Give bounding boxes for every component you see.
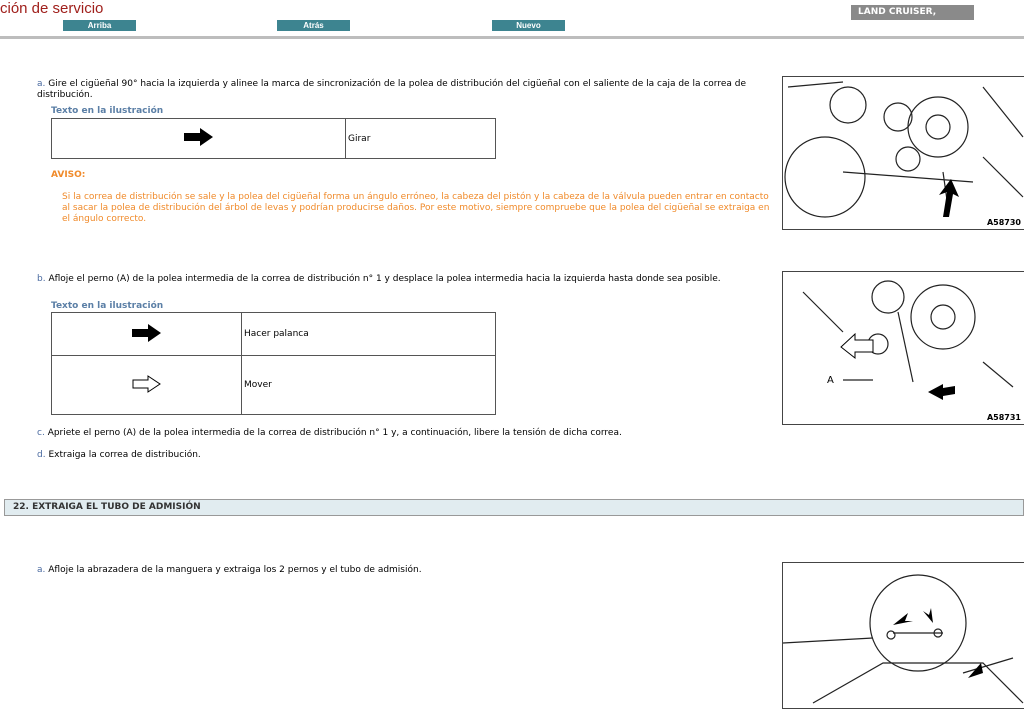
table-row: Mover	[52, 356, 496, 415]
nav-up-button[interactable]: Arriba	[63, 20, 136, 31]
solid-arrow-icon	[52, 119, 346, 159]
illustration-intake-pipe	[782, 562, 1024, 709]
step-a: a. Gire el cigüeñal 90° hacia la izquierda y alinee la marca de sincronización de la polea de distribución del cigüeñal con el saliente de la caja de la correa de distribución.	[37, 79, 746, 100]
step-22a: a. Afloje la abrazadera de la manguera y extraiga los 2 pernos y el tubo de admisión.	[37, 565, 422, 575]
illustration-caption: Texto en la ilustración	[51, 106, 164, 116]
illustration-table	[51, 312, 496, 415]
page-title: ción de servicio	[0, 0, 104, 17]
figure-label-a: A	[827, 375, 834, 386]
figure-id: A58730	[986, 218, 1021, 227]
solid-arrow-icon	[52, 313, 242, 356]
illustration-caption: Texto en la ilustración	[51, 301, 164, 311]
header-divider	[0, 36, 1024, 39]
table-row: Girar	[52, 119, 496, 159]
illustration-table	[51, 118, 496, 159]
section-header-22: 22. EXTRAIGA EL TUBO DE ADMISIÓN	[4, 499, 1024, 516]
step-c: c. Apriete el perno (A) de la polea intermedia de la correa de distribución n° 1 y, a continuación, libere la tensión de dicha correa.	[37, 428, 622, 438]
warning-text: Si la correa de distribución se sale y la polea del cigüeñal forma un ángulo erróneo, la cabeza del pistón y la cabeza de la válvula pueden entrar en contacto al sacar la polea de distribución del árbol de levas y podrían producirse daños. Por este motivo, siempre compruebe que la polea del cigüeñal se extraiga en el ángulo correcto.	[62, 192, 770, 224]
step-b: b. Afloje el perno (A) de la polea intermedia de la correa de distribución n° 1 y desplace la polea intermedia hacia la izquierda hasta donde sea posible.	[37, 274, 721, 284]
step-d: d. Extraiga la correa de distribución.	[37, 450, 201, 460]
figure-id: A58731	[986, 413, 1021, 422]
model-badge: LAND CRUISER,	[851, 5, 974, 20]
nav-new-button[interactable]: Nuevo	[492, 20, 565, 31]
nav-back-button[interactable]: Atrás	[277, 20, 350, 31]
illustration-a58730	[782, 76, 1024, 230]
illustration-a58731	[782, 271, 1024, 425]
outline-arrow-icon	[52, 356, 242, 415]
warning-title: AVISO:	[51, 170, 86, 180]
table-row: Hacer palanca	[52, 313, 496, 356]
